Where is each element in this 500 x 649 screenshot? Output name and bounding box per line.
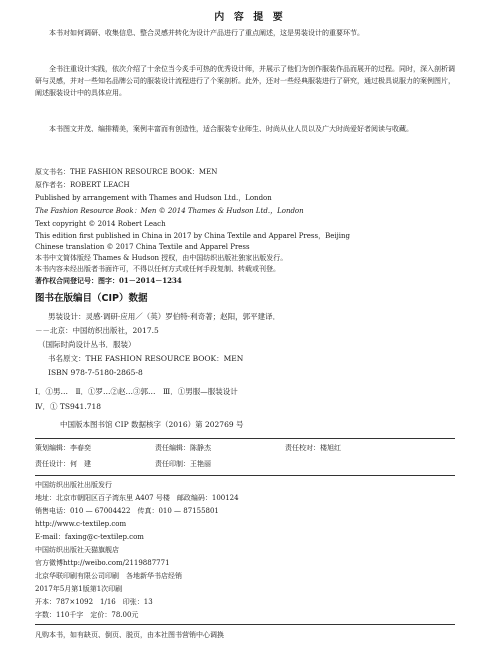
cip-original-title: 书名原文：THE FASHION RESOURCE BOOK：MEN xyxy=(48,354,244,363)
footer-note: 凡购本书，如有缺页、倒页、脱页，由本社图书营销中心调换 xyxy=(35,631,224,639)
cip-subject-1: Ⅰ．①男… Ⅱ．①罗…②赵…③郭… Ⅲ．①男服—服装设计 xyxy=(35,387,238,396)
cip-data-number: 中国版本图书馆 CIP 数据核字（2016）第 202769 号 xyxy=(60,420,244,429)
publisher-address: 地址：北京市朝阳区百子湾东里 A407 号楼 邮政编码：100124 xyxy=(35,494,239,502)
edition-line-1: This edition first published in China in 2017 by China Textile and Apparel Press，Beijing xyxy=(35,232,351,240)
publisher-weibo: 官方微博http://weibo.com/2119887771 xyxy=(35,559,170,567)
original-author: 原作者名：ROBERT LEACH xyxy=(35,181,130,189)
cip-subject-2: Ⅳ．① TS941.718 xyxy=(35,402,102,411)
printer-line: 北京华联印刷有限公司印刷 各地新华书店经销 xyxy=(35,572,182,580)
summary-paragraph-2: 全书注重设计实践，依次介绍了十余位当今炙手可热的优秀设计师，并展示了他们为创作服装作品而展开的过程。同时，深入剖析调研与灵感，并对一些知名品牌公司的服装设计流程进行了个案剖析。此外，还对一些经典服装进行了研究，通过极具说服力的案例图片，阐述服装设计中的具体应用。 xyxy=(35,65,455,97)
publisher-tmall: 中国纺织出版社天猫旗舰店 xyxy=(35,546,119,554)
publisher-website: http://www.c-textilep.com xyxy=(35,520,127,528)
authorization-line-1: 本书中文简体版经 Thames & Hudson 授权，由中国纺织出版社独家出版发行。 xyxy=(35,254,288,262)
planning-editor: 策划编辑：李春奕 xyxy=(35,444,91,452)
publisher-phone: 销售电话：010 — 67004422 传真：010 — 87155801 xyxy=(35,507,219,515)
publisher-email: E-mail：faxing@c-textilep.com xyxy=(35,533,144,541)
publisher-name: 中国纺织出版社出版发行 xyxy=(35,481,112,489)
edition-info: 2017年5月第1版第1次印刷 xyxy=(35,585,123,593)
edition-line-2: Chinese translation © 2017 China Textile and Apparel Press xyxy=(35,243,250,251)
cip-heading: 图书在版编目（CIP）数据 xyxy=(35,293,148,304)
authorization-line-2: 本书内容未经出版者书面许可，不得以任何方式或任何手段复制、转载或刊登。 xyxy=(35,265,280,273)
responsible-design: 责任设计：何 建 xyxy=(35,460,91,468)
original-title: 原文书名：THE FASHION RESOURCE BOOK：MEN xyxy=(35,168,218,176)
words-price: 字数：110千字 定价：78.00元 xyxy=(35,611,139,619)
summary-paragraph-3: 本书图文并茂、编排精美，案例丰富而有创造性，适合服装专业师生、时尚从业人员以及广大时尚爱好者阅读与收藏。 xyxy=(49,125,413,133)
cip-series: （国际时尚设计丛书．服装） xyxy=(38,340,136,349)
divider-middle xyxy=(35,475,455,476)
arrangement-line: Published by arrangement with Thames and Hudson Ltd.，London xyxy=(35,194,272,202)
contract-number: 著作权合同登记号：图字：01－2014－1234 xyxy=(35,276,182,285)
responsible-printing: 责任印制：王艳丽 xyxy=(155,460,211,468)
text-copyright: Text copyright © 2014 Robert Leach xyxy=(35,220,166,228)
cip-isbn: ISBN 978-7-5180-2865-8 xyxy=(48,368,143,377)
divider-top xyxy=(35,438,455,439)
summary-title: 内 容 提 要 xyxy=(214,12,286,23)
summary-paragraph-1: 本书对如何调研、收集信息、整合灵感并转化为设计产品进行了重点阐述，这是男装设计的重要环节。 xyxy=(49,29,364,37)
cip-line-1: 男装设计：灵感·调研·应用／（英）罗伯特·利奇著；赵阳，郭平建译． xyxy=(48,312,281,321)
copyright-notice: The Fashion Resource Book：Men © 2014 Thames & Hudson Ltd.，London xyxy=(35,207,304,215)
cip-line-2: －－北京：中国纺织出版社，2017.5 xyxy=(35,326,159,335)
divider-bottom xyxy=(35,624,455,625)
proofreader: 责任校对：楼旭红 xyxy=(285,444,341,452)
format-info: 开本：787×1092 1/16 印张：13 xyxy=(35,598,153,606)
responsible-editor: 责任编辑：陈静杰 xyxy=(155,444,211,452)
